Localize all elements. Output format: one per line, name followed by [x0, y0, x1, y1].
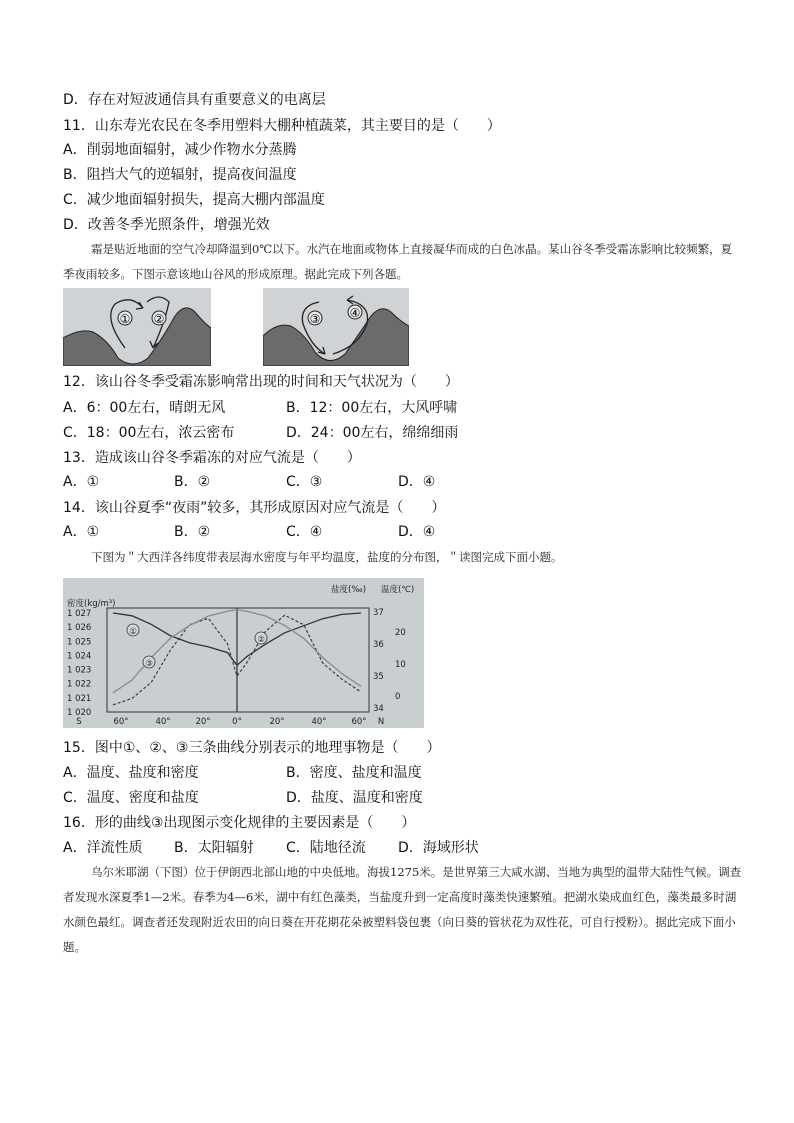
q15-option-c: C．温度、密度和盐度 [63, 790, 199, 806]
q16-option-b: B．太阳辐射 [174, 840, 254, 856]
left-tick-label: 1 022 [67, 679, 92, 690]
q13-stem: 13．造成该山谷冬季霜冻的对应气流是（ ） [63, 450, 361, 466]
q15-option-d: D．盐度、温度和密度 [286, 790, 423, 806]
salinity-tick-label: 37 [373, 608, 384, 618]
x-tick-label: 60° [113, 717, 129, 727]
q13-option-a: A．① [63, 474, 100, 490]
left-tick-label: 1 020 [67, 708, 92, 718]
q12-option-b: B．12：00左右，大风呼啸 [286, 400, 458, 416]
salinity-axis-label: 盐度(‰) [331, 585, 367, 595]
label-2: ② [153, 312, 165, 326]
q12-stem: 12．该山谷冬季受霜冻影响常出现的时间和天气状况为（ ） [63, 374, 459, 390]
x-tick-label: N [377, 717, 385, 727]
curve-label: ③ [145, 659, 153, 669]
x-tick-label: S [76, 717, 82, 727]
curve-label: ② [257, 635, 265, 645]
q12-option-c: C．18：00左右，浓云密布 [63, 425, 235, 441]
salinity-tick-label: 34 [373, 704, 384, 714]
q11-option-c: C．减少地面辐射损失，提高大棚内部温度 [63, 192, 325, 208]
left-tick-label: 1 025 [67, 637, 92, 648]
q13-option-b: B．② [174, 474, 211, 490]
q11-option-d: D．改善冬季光照条件，增强光效 [63, 217, 270, 233]
q15-option-a: A．温度、盐度和密度 [63, 765, 199, 781]
atlantic-intro: 下图为＂大西洋各纬度带表层海水密度与年平均温度，盐度的分布图，＂读图完成下面小题。 [91, 550, 563, 564]
valley-wind-figure-day [63, 288, 211, 366]
left-tick-label: 1 026 [67, 623, 92, 634]
left-axis-label: 密度(kg/m³) [67, 599, 116, 609]
temp-tick-label: 10 [395, 660, 406, 670]
q15-option-b: B．密度、盐度和温度 [286, 765, 422, 781]
left-tick-label: 1 021 [67, 693, 92, 704]
q14-option-c: C．④ [286, 524, 323, 540]
q16-option-d: D．海域形状 [398, 840, 479, 856]
q14-option-d: D．④ [398, 524, 436, 540]
q11-stem: 11．山东寿光农民在冬季用塑料大棚种植蔬菜，其主要目的是（ ） [63, 118, 501, 134]
chart-background [63, 578, 424, 728]
q13-option-c: C．③ [286, 474, 323, 490]
q14-option-b: B．② [174, 524, 211, 540]
q16-option-c: C．陆地径流 [286, 840, 366, 856]
label-4: ④ [349, 306, 361, 320]
label-1: ① [119, 312, 131, 326]
curve-label: ① [129, 627, 137, 637]
q14-option-a: A．① [63, 524, 100, 540]
q16-option-a: A．洋流性质 [63, 840, 143, 856]
q10-option-d: D．存在对短波通信具有重要意义的电离层 [63, 92, 326, 108]
x-tick-label: 60° [351, 717, 367, 727]
q16-stem: 16．形的曲线③出现图示变化规律的主要因素是（ ） [63, 815, 416, 831]
frost-passage: 霜是贴近地面的空气冷却降温到0℃以下。水汽在地面或物体上直接凝华而成的白色冰晶。某山谷冬季受霜冻影响比较频繁，夏季夜雨较多。下图示意该地山谷风的形成原理。据此完成下列各题。 [63, 242, 733, 281]
q11-option-b: B．阻挡大气的逆辐射，提高夜间温度 [63, 167, 297, 183]
salinity-tick-label: 36 [373, 640, 384, 650]
left-tick-label: 1 027 [67, 609, 92, 619]
temp-axis-label: 温度(℃) [381, 585, 415, 595]
salinity-tick-label: 35 [373, 672, 384, 682]
q12-option-d: D．24：00左右，绵绵细雨 [286, 425, 459, 441]
x-tick-label: 20° [195, 717, 211, 727]
temp-tick-label: 0 [395, 692, 401, 702]
q11-option-a: A．削弱地面辐射，减少作物水分蒸腾 [63, 142, 297, 158]
q15-stem: 15．图中①、②、③三条曲线分别表示的地理事物是（ ） [63, 740, 441, 756]
left-tick-label: 1 023 [67, 665, 92, 676]
label-3: ③ [309, 312, 321, 326]
q12-option-a: A．6：00左右，晴朗无风 [63, 400, 226, 416]
x-tick-label: 0° [232, 717, 242, 727]
q13-option-d: D．④ [398, 474, 436, 490]
left-tick-label: 1 024 [67, 651, 92, 662]
lake-passage: 乌尔米耶湖（下图）位于伊朗西北部山地的中央低地。海拔1275米。是世界第三大咸水湖、当地为典型的温带大陆性气候。调查者发现水深夏季1—2米。春季为4—6米，湖中有红色藻类，当盐度升到一定高度时藻类快速繁殖。把湖水染成血红色，藻类最多时湖水颜色最红。调查者还发现附近农田的向日葵在开花期花朵被塑料袋包裹（向日葵的管状花为双性花，可自行授粉）。据此完成下面小题。 [63, 865, 742, 954]
x-tick-label: 20° [269, 717, 285, 727]
q14-stem: 14．该山谷夏季“夜雨”较多，其形成原因对应气流是（ ） [63, 500, 446, 516]
temp-tick-label: 20 [395, 628, 406, 638]
x-tick-label: 40° [155, 717, 171, 727]
valley-wind-figure-night [263, 288, 409, 366]
atlantic-density-chart [63, 578, 424, 728]
x-tick-label: 40° [311, 717, 327, 727]
